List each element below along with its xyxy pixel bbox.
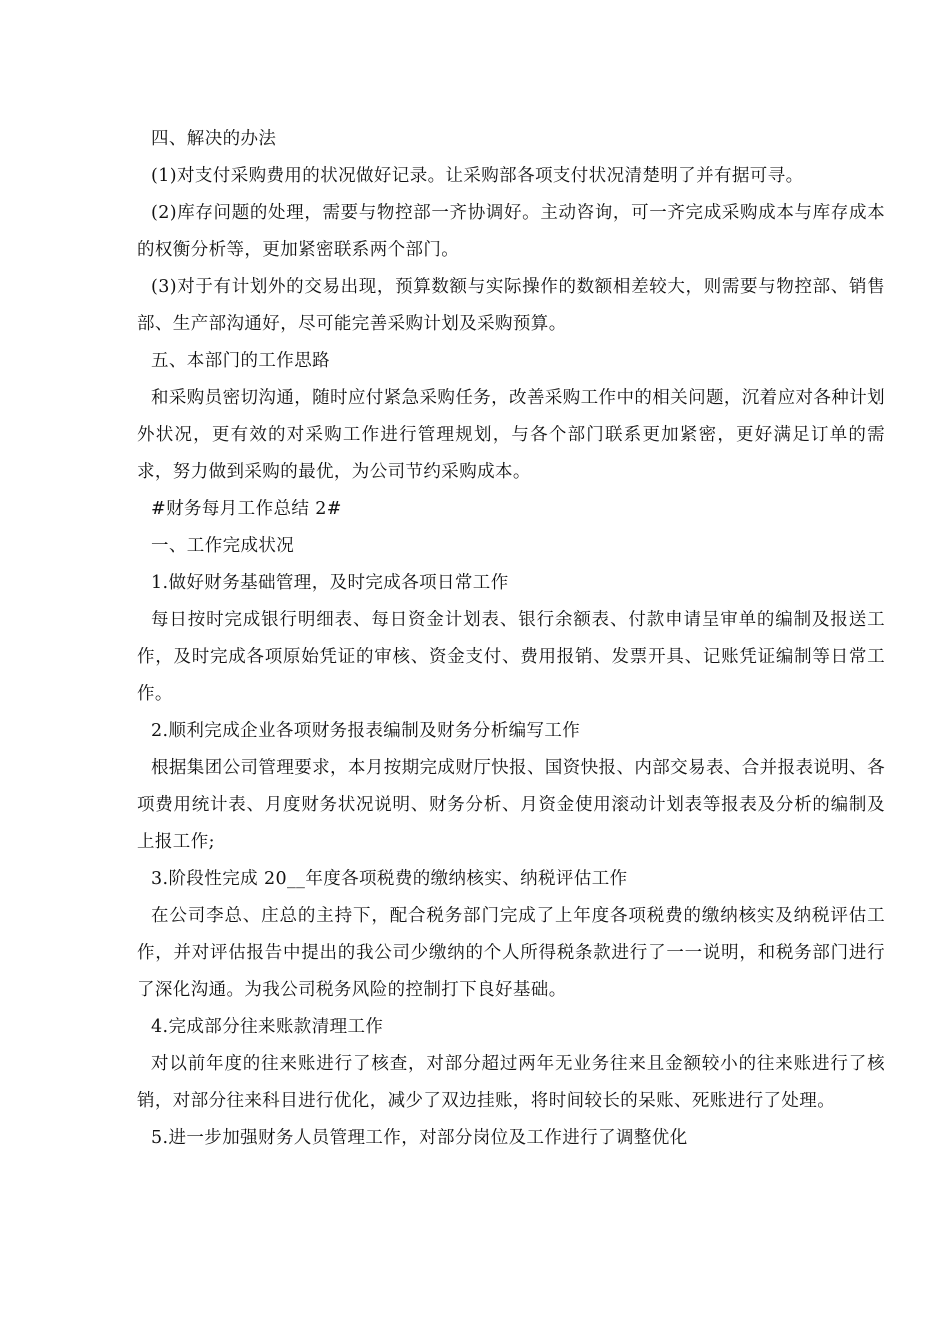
item-heading: 5.进一步加强财务人员管理工作，对部分岗位及工作进行了调整优化 — [151, 1128, 688, 1148]
paragraph: 每日按时完成银行明细表、每日资金计划表、银行余额表、付款申请呈审单的编制及报送工作，及时完成各项原始凭证的审核、资金支付、费用报销、发票开具、记账凭证编制等日常工作。 — [137, 610, 885, 704]
item-heading: 3.阶段性完成 20__年度各项税费的缴纳核实、纳税评估工作 — [151, 869, 628, 889]
paragraph: 在公司李总、庄总的主持下，配合税务部门完成了上年度各项税费的缴纳核实及纳税评估工作，并对评估报告中提出的我公司少缴纳的个人所得税条款进行了一一说明，和税务部门进行了深化沟通。为我公司税务风险的控制打下良好基础。 — [137, 906, 885, 1000]
paragraph: 根据集团公司管理要求，本月按期完成财厅快报、国资快报、内部交易表、合并报表说明、各项费用统计表、月度财务状况说明、财务分析、月资金使用滚动计划表等报表及分析的编制及上报工作; — [137, 758, 885, 852]
section-heading-solutions: 四、解决的办法 — [151, 129, 277, 149]
paragraph: 和采购员密切沟通，随时应付紧急采购任务，改善采购工作中的相关问题，沉着应对各种计划外状况，更有效的对采购工作进行管理规划，与各个部门联系更加紧密，更好满足订单的需求，努力做到采购的最优，为公司节约采购成本。 — [137, 388, 885, 482]
paragraph: (2)库存问题的处理，需要与物控部一齐协调好。主动咨询，可一齐完成采购成本与库存成本的权衡分析等，更加紧密联系两个部门。 — [137, 203, 885, 260]
item-heading: 4.完成部分往来账款清理工作 — [151, 1017, 384, 1037]
document-body — [137, 121, 885, 1157]
paragraph: (1)对支付采购费用的状况做好记录。让采购部各项支付状况清楚明了并有据可寻。 — [151, 166, 804, 186]
section-heading-work-ideas: 五、本部门的工作思路 — [151, 351, 330, 371]
document-title: #财务每月工作总结 2# — [151, 499, 342, 519]
item-heading: 1.做好财务基础管理，及时完成各项日常工作 — [151, 573, 509, 593]
paragraph: (3)对于有计划外的交易出现，预算数额与实际操作的数额相差较大，则需要与物控部、销售部、生产部沟通好，尽可能完善采购计划及采购预算。 — [137, 277, 885, 334]
paragraph: 对以前年度的往来账进行了核查，对部分超过两年无业务往来且金额较小的往来账进行了核销，对部分往来科目进行优化，减少了双边挂账，将时间较长的呆账、死账进行了处理。 — [137, 1054, 885, 1111]
item-heading: 2.顺利完成企业各项财务报表编制及财务分析编写工作 — [151, 721, 581, 741]
section-heading-work-status: 一、工作完成状况 — [151, 536, 295, 556]
